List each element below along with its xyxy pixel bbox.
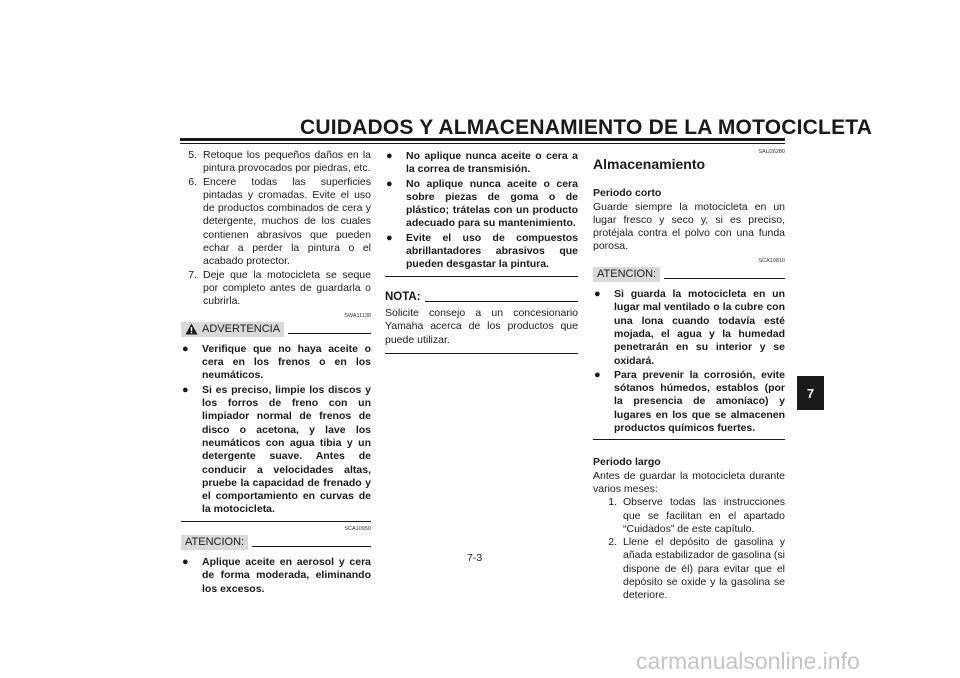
step-number: 6. (188, 175, 197, 188)
title-rule (180, 138, 785, 141)
caution-bullet (593, 369, 785, 435)
step-text: Deje que la motocicleta se seque por completo antes de guardarla o cubrirla. (203, 268, 371, 308)
step-text: Observe todas las instrucciones que se facilitan en el apartado “Cuidados” de este capítulo. (623, 496, 785, 535)
long-period-heading: Periodo largo (593, 456, 661, 469)
bullet-text: Evite el uso de compuestos abrillantadores abrasivos que pueden desgastar la pintura. (406, 231, 578, 271)
note-text: Solicite consejo a un concesionario Yamaha acerca de los productos que puede utilizar. (385, 306, 578, 346)
caution-label: ATENCION: (593, 267, 660, 282)
warning-code: SWA11130 (344, 312, 371, 319)
warning-bullet (181, 384, 371, 517)
step-number: 5. (188, 149, 197, 161)
bullet-icon: ● (182, 556, 189, 569)
warning-header (181, 322, 371, 337)
list-item (181, 269, 371, 309)
list-item (181, 176, 371, 269)
bullet-text: No aplique nunca aceite o cera a la correa de transmisión. (406, 150, 578, 176)
bullet-icon: ● (182, 342, 189, 355)
column-right (593, 149, 785, 603)
step-text: Llene el depósito de gasolina y añada estabilizador de gasolina (si dispone de él) para evitar que el depósito se oxide y la gasolina se deteriore. (623, 536, 785, 602)
caution-code: SCA10810 (758, 257, 785, 264)
long-period-intro: Antes de guardar la motocicleta durante varios meses: (593, 469, 785, 495)
step-text: Retoque los pequeños daños en la pintura provocados por piedras, etc. (203, 149, 371, 175)
step-number: 1. (608, 496, 617, 509)
caution-bullet (593, 288, 785, 368)
column-middle (385, 149, 578, 354)
caution-end-rule (593, 439, 785, 440)
caution-header (593, 267, 785, 282)
bullet-icon: ● (386, 150, 393, 162)
warning-badge (181, 322, 284, 337)
note-rule (425, 301, 578, 302)
section-title: Almacenamiento (593, 156, 706, 172)
warning-end-rule (181, 521, 371, 522)
section-code: SAU26280 (758, 149, 785, 155)
list-item (181, 149, 371, 176)
bullet-text: Si es preciso, limpie los discos y los forros de freno con un limpiador normal de frenos de disco o acetona, y lave los neumáticos con agua tibia y un detergente suave. Antes de conducir a velocidades altas, pruebe la capacidad de frenado y el comportamiento en curvas de la motocicleta. (202, 383, 371, 516)
bullet-icon: ● (594, 368, 601, 381)
caution-rule (252, 546, 371, 547)
list-item (593, 536, 785, 602)
warning-rule (288, 333, 371, 334)
caution-bullet (385, 150, 578, 177)
step-text: Encere todas las superficies pintadas y cromadas. Evite el uso de productos combinados de cera y detergente, muchos de los cuales contienen abrasivos que pueden echar a perder la pintura o el acabado protector. (203, 175, 371, 268)
caution-rule (664, 278, 785, 279)
page-number: 7-3 (467, 552, 483, 564)
note-label: NOTA: (385, 290, 421, 303)
short-period-heading: Periodo corto (593, 187, 662, 200)
watermark: carmanualsonline.info (636, 648, 860, 674)
bullet-icon: ● (182, 383, 189, 396)
warning-bullet (181, 343, 371, 383)
caution-end-rule (385, 276, 578, 277)
caution-header (181, 535, 371, 550)
step-number: 2. (608, 536, 617, 549)
note-end-rule (385, 353, 578, 354)
page-title: CUIDADOS Y ALMACENAMIENTO DE LA MOTOCICLETA (300, 116, 873, 139)
caution-label: ATENCION: (181, 535, 248, 550)
chapter-tab: 7 (797, 376, 824, 410)
caution-bullet (385, 232, 578, 272)
caution-bullet (385, 178, 578, 231)
bullet-text: Aplique aceite en aerosol y cera de forma moderada, eliminando los excesos. (202, 556, 371, 595)
bullet-icon: ● (594, 288, 601, 301)
step-number: 7. (188, 268, 197, 281)
bullet-text: No aplique nunca aceite o cera sobre piezas de goma o de plástico; trátelas con un producto adecuado para su mantenimiento. (406, 177, 578, 230)
caution-code: SCA10950 (344, 525, 371, 532)
bullet-icon: ● (386, 231, 393, 244)
warning-label: ADVERTENCIA (202, 322, 281, 335)
bullet-text: Si guarda la motocicleta en un lugar mal ventilado o la cubre con una lona cuando todavía esté mojada, el agua y la humedad penetrarán en su interior y se oxidará. (614, 288, 785, 367)
bullet-text: Para prevenir la corrosión, evite sótanos húmedos, establos (por la presencia de amoníaco) y lugares en los que se almacenen productos químicos fuertes. (614, 368, 785, 435)
short-period-text: Guarde siempre la motocicleta en un lugar fresco y seco y, si es preciso, protéjala contra el polvo con una funda porosa. (593, 200, 785, 253)
bullet-icon: ● (386, 177, 393, 190)
note-header (385, 291, 578, 304)
bullet-text: Verifique que no haya aceite o cera en los frenos o en los neumáticos. (202, 342, 371, 382)
list-item (593, 496, 785, 536)
warning-triangle-icon (185, 323, 198, 335)
column-left (181, 149, 371, 596)
title-rule-thin (180, 143, 785, 144)
caution-bullet (181, 556, 371, 596)
